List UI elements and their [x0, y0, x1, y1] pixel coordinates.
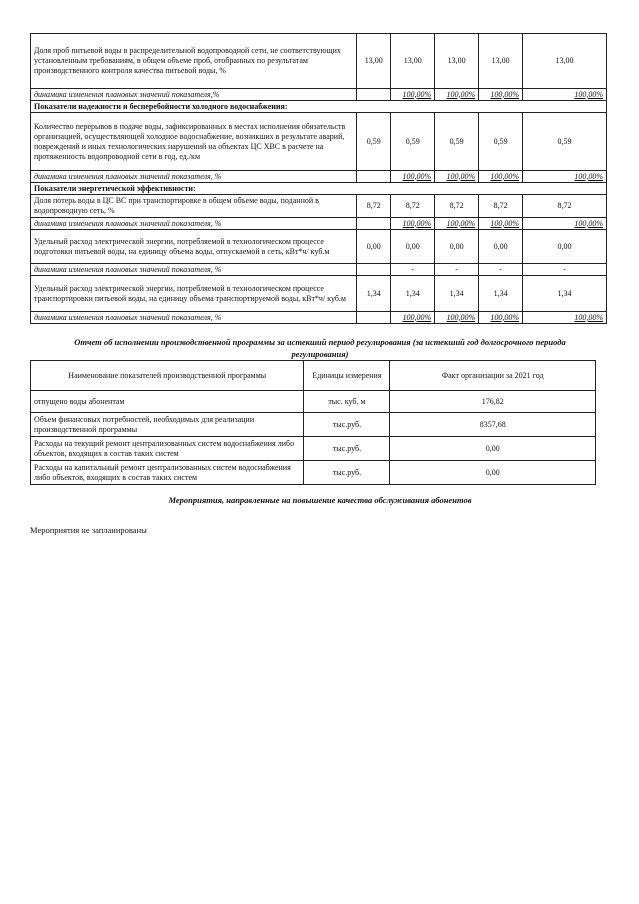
- value-cell: 8,72: [523, 195, 607, 218]
- report-name: отпущено воды абонентам: [31, 391, 304, 413]
- indicator-label: Доля проб питьевой воды в распределительной водопроводной сети, не соответствующих установленным требованиям, в общем объеме проб, отобранных по результатам производственного контроля качества питьевой воды, %: [31, 34, 357, 89]
- dynamics-row: [31, 89, 607, 101]
- value-cell: 0,00: [435, 230, 479, 264]
- value-cell: 8,72: [435, 195, 479, 218]
- report-name: Расходы на текущий ремонт централизованных систем водоснабжения либо объектов, входящих в состав таких систем: [31, 437, 304, 461]
- indicator-label: Удельный расход электрической энергии, потребляемой в технологическом процессе подготовки питьевой воды, на единицу объема воды, отпускаемой в сеть, кВт*ч/ куб.м: [31, 230, 357, 264]
- dynamics-row: [31, 218, 607, 230]
- measures-text: Мероприятия не запланированы: [30, 525, 147, 535]
- dynamics-label: динамика изменения плановых значений показателя, %: [31, 218, 357, 230]
- indicator-row: [31, 195, 607, 218]
- value-cell: 100,00%: [479, 218, 523, 230]
- report-header-name: Наименование показателей производственной программы: [31, 361, 304, 391]
- report-row: [31, 437, 596, 461]
- report-fact: 176,82: [390, 391, 596, 413]
- dynamics-row: [31, 264, 607, 276]
- value-cell: -: [435, 264, 479, 276]
- dynamics-row: [31, 171, 607, 183]
- value-cell: 100,00%: [391, 312, 435, 324]
- report-header-unit: Единицы измерения: [304, 361, 390, 391]
- report-fact: 0,00: [390, 461, 596, 485]
- value-cell: 13,00: [391, 34, 435, 89]
- indicator-row: [31, 113, 607, 171]
- value-cell: 8,72: [357, 195, 391, 218]
- value-cell: 100,00%: [523, 218, 607, 230]
- report-row: [31, 391, 596, 413]
- report-row: [31, 413, 596, 437]
- value-cell: 100,00%: [435, 218, 479, 230]
- report-unit: тыс.руб.: [304, 437, 390, 461]
- section-row: [31, 183, 607, 195]
- report-name: Объем финансовых потребностей, необходимых для реализации производственной программы: [31, 413, 304, 437]
- value-cell: 100,00%: [479, 171, 523, 183]
- value-cell: [357, 171, 391, 183]
- value-cell: 100,00%: [523, 89, 607, 101]
- dynamics-label: динамика изменения плановых значений показателя, %: [31, 312, 357, 324]
- value-cell: 0,00: [391, 230, 435, 264]
- indicator-label: Доля потерь воды в ЦС ВС при транспортировке в общем объеме воды, поданной в водопроводную сеть, %: [31, 195, 357, 218]
- value-cell: 100,00%: [523, 171, 607, 183]
- report-fact: 0,00: [390, 437, 596, 461]
- section-title: Показатели энергетической эффективности:: [31, 183, 607, 195]
- dynamics-label: динамика изменения плановых значений показателя, %: [31, 171, 357, 183]
- indicator-row: [31, 276, 607, 312]
- value-cell: 0,59: [523, 113, 607, 171]
- measures-title: Мероприятия, направленные на повышение качества обслуживания абонентов: [168, 495, 472, 505]
- section-row: [31, 101, 607, 113]
- value-cell: 100,00%: [479, 312, 523, 324]
- indicator-row: [31, 230, 607, 264]
- value-cell: 0,00: [357, 230, 391, 264]
- value-cell: 100,00%: [435, 312, 479, 324]
- value-cell: [357, 89, 391, 101]
- report-title: Отчет об исполнении производственной программы за истекший период регулирования (за истекший год долгосрочного периода регулирования): [74, 337, 566, 359]
- value-cell: 0,00: [523, 230, 607, 264]
- value-cell: 100,00%: [391, 89, 435, 101]
- value-cell: 100,00%: [523, 312, 607, 324]
- report-row: [31, 461, 596, 485]
- value-cell: 1,34: [391, 276, 435, 312]
- value-cell: 13,00: [479, 34, 523, 89]
- value-cell: [357, 218, 391, 230]
- value-cell: 13,00: [435, 34, 479, 89]
- value-cell: -: [479, 264, 523, 276]
- value-cell: 8,72: [479, 195, 523, 218]
- indicator-row: [31, 34, 607, 89]
- value-cell: -: [523, 264, 607, 276]
- value-cell: 0,00: [479, 230, 523, 264]
- value-cell: 1,34: [479, 276, 523, 312]
- indicator-label: Удельный расход электрической энергии, потребляемой в технологическом процессе транспортировки питьевой воды, на единицу объема транспортируемой воды, кВт*ч/ куб.м: [31, 276, 357, 312]
- indicators-table: [30, 33, 607, 324]
- report-header-row: [31, 361, 596, 391]
- value-cell: 100,00%: [391, 218, 435, 230]
- report-table: [30, 360, 596, 485]
- report-unit: тыс.руб.: [304, 413, 390, 437]
- value-cell: 1,34: [357, 276, 391, 312]
- value-cell: 100,00%: [435, 171, 479, 183]
- value-cell: 13,00: [523, 34, 607, 89]
- value-cell: 0,59: [435, 113, 479, 171]
- value-cell: 100,00%: [435, 89, 479, 101]
- value-cell: [357, 312, 391, 324]
- report-header-fact: Факт организации за 2021 год: [390, 361, 596, 391]
- report-unit: тыс.руб.: [304, 461, 390, 485]
- value-cell: [357, 264, 391, 276]
- report-fact: 8357,68: [390, 413, 596, 437]
- value-cell: 0,59: [479, 113, 523, 171]
- indicator-label: Количество перерывов в подаче воды, зафиксированных в местах исполнения обязательств организацией, осуществляющей холодное водоснабжение, возникших в результате аварий, повреждений и иных технологических нарушений на объектах ЦС ХВС в расчете на протяженность водопроводной сети в год, ед./км: [31, 113, 357, 171]
- section-title: Показатели надежности и бесперебойности холодного водоснабжения:: [31, 101, 607, 113]
- value-cell: 100,00%: [479, 89, 523, 101]
- value-cell: 13,00: [357, 34, 391, 89]
- dynamics-label: динамика изменения плановых значений показателя,%: [31, 89, 357, 101]
- report-name: Расходы на капитальный ремонт централизованных систем водоснабжения либо объектов, входящих в состав таких систем: [31, 461, 304, 485]
- dynamics-row: [31, 312, 607, 324]
- value-cell: 1,34: [435, 276, 479, 312]
- report-unit: тыс. куб. м: [304, 391, 390, 413]
- value-cell: 0,59: [391, 113, 435, 171]
- value-cell: 8,72: [391, 195, 435, 218]
- value-cell: 1,34: [523, 276, 607, 312]
- value-cell: 0,59: [357, 113, 391, 171]
- value-cell: 100,00%: [391, 171, 435, 183]
- value-cell: -: [391, 264, 435, 276]
- dynamics-label: динамика изменения плановых значений показателя, %: [31, 264, 357, 276]
